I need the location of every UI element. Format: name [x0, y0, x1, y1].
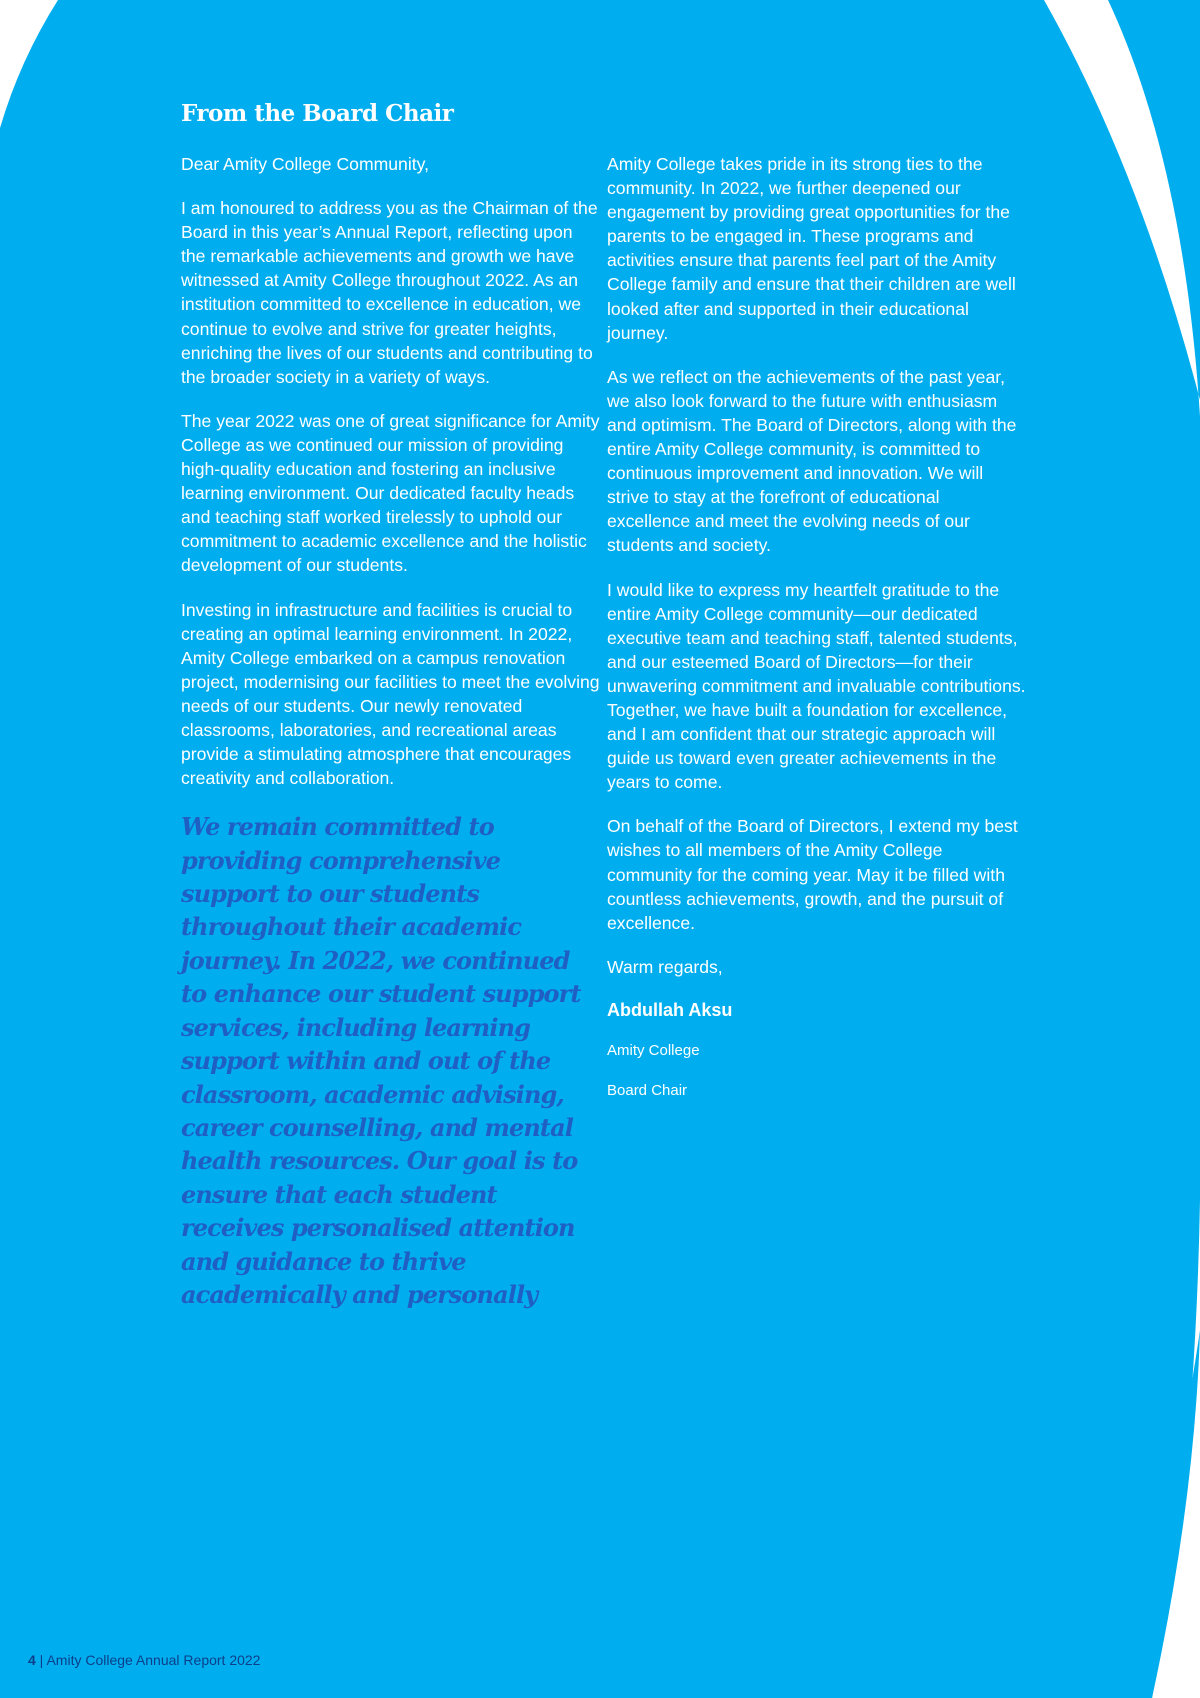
page-title: From the Board Chair: [181, 100, 454, 127]
publication-title: Amity College Annual Report 2022: [46, 1652, 261, 1668]
page-number: 4: [28, 1652, 36, 1668]
body-paragraph: On behalf of the Board of Directors, I extend my best wishes to all members of the Amity College community for the coming year. May it be filled with countless achievements, growth, and the pursuit of excellence.: [607, 816, 1018, 933]
page-footer: [28, 1652, 260, 1668]
right-column: [607, 152, 1027, 1121]
footer-separator: |: [35, 1652, 47, 1668]
body-paragraph: I am honoured to address you as the Chairman of the Board in this year’s Annual Report, reflecting upon the remarkable achievements and growth we have witnessed at Amity College throughout 2022. As an institution committed to excellence in education, we continue to evolve and strive for greater heights, enriching the lives of our students and contributing to the broader society in a variety of ways.: [181, 198, 598, 387]
closing: Warm regards,: [607, 956, 723, 977]
body-paragraph: As we reflect on the achievements of the past year, we also look forward to the future with enthusiasm and optimism. The Board of Directors, along with the entire Amity College community, is committed to continuous improvement and innovation. We will strive to stay at the forefront of educational excellence and meet the evolving needs of our students and society.: [607, 366, 1017, 556]
signature-block: [607, 999, 1027, 1101]
pull-quote: We remain committed to providing comprehensive support to our students throughout their academic journey. In 2022, we continued to enhance our student support services, including learning support within and out of the classroom, academic advising, career counselling, and mental health resources. Our goal is to ensure that each student receives personalised attention and guidance to thrive academically and personally: [181, 812, 581, 1309]
body-paragraph: Amity College takes pride in its strong ties to the community. In 2022, we further deepened our engagement by providing great opportunities for the parents to be engaged in. These programs and activities ensure that parents feel part of the Amity College family and ensure that their children are well looked after and supported in their educational journey.: [607, 154, 1016, 343]
signatory-organisation: Amity College: [607, 1041, 700, 1059]
salutation: Dear Amity College Community,: [181, 154, 430, 174]
body-paragraph: The year 2022 was one of great significance for Amity College as we continued our mission of providing high-quality education and fostering an inclusive learning environment. Our dedicated faculty heads and teaching staff worked tirelessly to uphold our commitment to academic excellence and the holistic development of our students.: [181, 410, 600, 576]
signatory-name: Abdullah Aksu: [607, 999, 733, 1020]
signatory-role: Board Chair: [607, 1081, 688, 1099]
left-column: [181, 152, 601, 1331]
body-paragraph: Investing in infrastructure and facilities is crucial to creating an optimal learning environment. In 2022, Amity College embarked on a campus renovation project, modernising our facilities to meet the evolving needs of our students. Our newly renovated classrooms, laboratories, and recreational areas provide a stimulating atmosphere that encourages creativity and collaboration.: [181, 599, 600, 789]
body-paragraph: I would like to express my heartfelt gratitude to the entire Amity College community—our dedicated executive team and teaching staff, talented students, and our esteemed Board of Directors—for their unwavering commitment and invaluable contributions. Together, we have built a foundation for excellence, and I am confident that our strategic approach will guide us toward even greater achievements in the years to come.: [607, 579, 1026, 793]
